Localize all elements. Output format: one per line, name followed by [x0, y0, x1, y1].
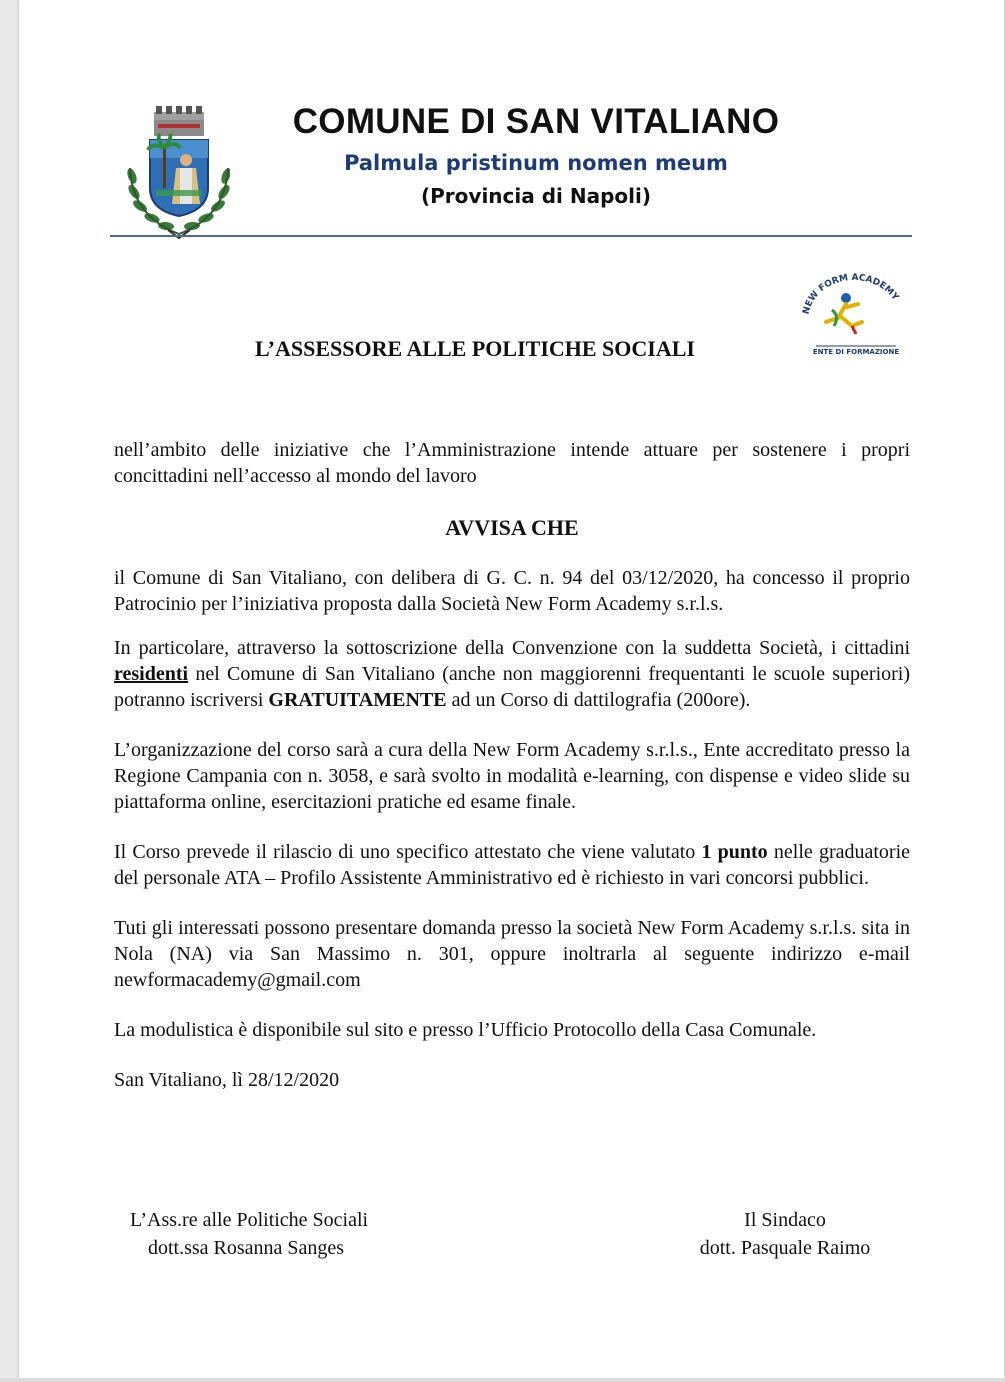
academy-logo-bottom-text: ENTE DI FORMAZIONE	[812, 348, 900, 356]
attestato-text-a: Il Corso prevede il rilascio di uno specifico attestato che viene valutato	[114, 841, 702, 863]
signature-sindaco-role: Il Sindaco	[744, 1209, 826, 1231]
svg-text:NEW FORM ACADEMY	[801, 273, 900, 315]
attestato-text-c: nelle graduatorie del personale ATA – Profilo Assistente Amministrativo ed è richiesto in vari concorsi pubblici.	[114, 841, 911, 889]
punto-emphasis: 1 punto	[701, 841, 768, 863]
signature-assessore	[130, 1206, 430, 1262]
gratuitamente-emphasis: GRATUITAMENTE	[268, 689, 447, 711]
convenzione-text-e: ad un Corso di dattilografia (200ore).	[446, 689, 751, 711]
domanda-paragraph: Tuti gli interessati possono presentare domanda presso la società New Form Academy s.r.l.s. sita in Nola (NA) via San Massimo n. 301, oppure inoltrarla al seguente indirizzo e-mail newformacademy@gmail.com	[114, 917, 910, 991]
patrocinio-paragraph: il Comune di San Vitaliano, con delibera di G. C. n. 94 del 03/12/2020, ha concesso il proprio Patrocinio per l’iniziativa proposta dalla Società New Form Academy s.r.l.s.	[114, 567, 910, 615]
municipality-title: COMUNE DI SAN VITALIANO	[292, 102, 780, 141]
signature-assessore-name: dott.ssa Rosanna Sanges	[148, 1237, 345, 1259]
municipality-motto: Palmula pristinum nomen meum	[344, 151, 728, 175]
province-label: (Provincia di Napoli)	[421, 184, 651, 208]
attestato-paragraph	[114, 839, 910, 891]
signature-assessore-role: L’Ass.re alle Politiche Sociali	[130, 1209, 369, 1231]
header-divider	[110, 235, 912, 237]
intro-paragraph: nell’ambito delle iniziative che l’Amministrazione intende attuare per sostenere i propri concittadini nell’accesso al mondo del lavoro	[114, 439, 910, 487]
avvisa-heading: AVVISA CHE	[445, 515, 579, 540]
assessore-heading: L’ASSESSORE ALLE POLITICHE SOCIALI	[255, 336, 695, 361]
date-line: San Vitaliano, lì 28/12/2020	[114, 1069, 340, 1091]
organizzazione-paragraph: L’organizzazione del corso sarà a cura della New Form Academy s.r.l.s., Ente accreditato presso la Regione Campania con n. 3058, e sarà svolto in modalità e-learning, con dispense e video slide su piattaforma online, esercitazioni pratiche ed esame finale.	[114, 739, 910, 813]
convenzione-text-c: nel Comune di San Vitaliano (anche non maggiorenni frequentanti le scuole superiori) potranno iscriversi	[114, 663, 910, 711]
signature-sindaco-name: dott. Pasquale Raimo	[699, 1237, 871, 1259]
new-form-academy-logo	[796, 270, 912, 358]
convenzione-paragraph	[114, 635, 910, 713]
municipal-crest-logo	[110, 98, 230, 243]
convenzione-text-a: In particolare, attraverso la sottoscrizione della Convenzione con la suddetta Società, i cittadini	[114, 637, 910, 659]
residenti-emphasis: residenti	[114, 663, 189, 685]
modulistica-paragraph: La modulistica è disponibile sul sito e presso l’Ufficio Protocollo della Casa Comunale.	[114, 1019, 817, 1041]
signature-sindaco	[660, 1206, 910, 1262]
academy-logo-top-text: NEW FORM ACADEMY	[801, 272, 901, 316]
page-edge	[0, 1378, 1005, 1382]
notice-body	[114, 437, 910, 1093]
